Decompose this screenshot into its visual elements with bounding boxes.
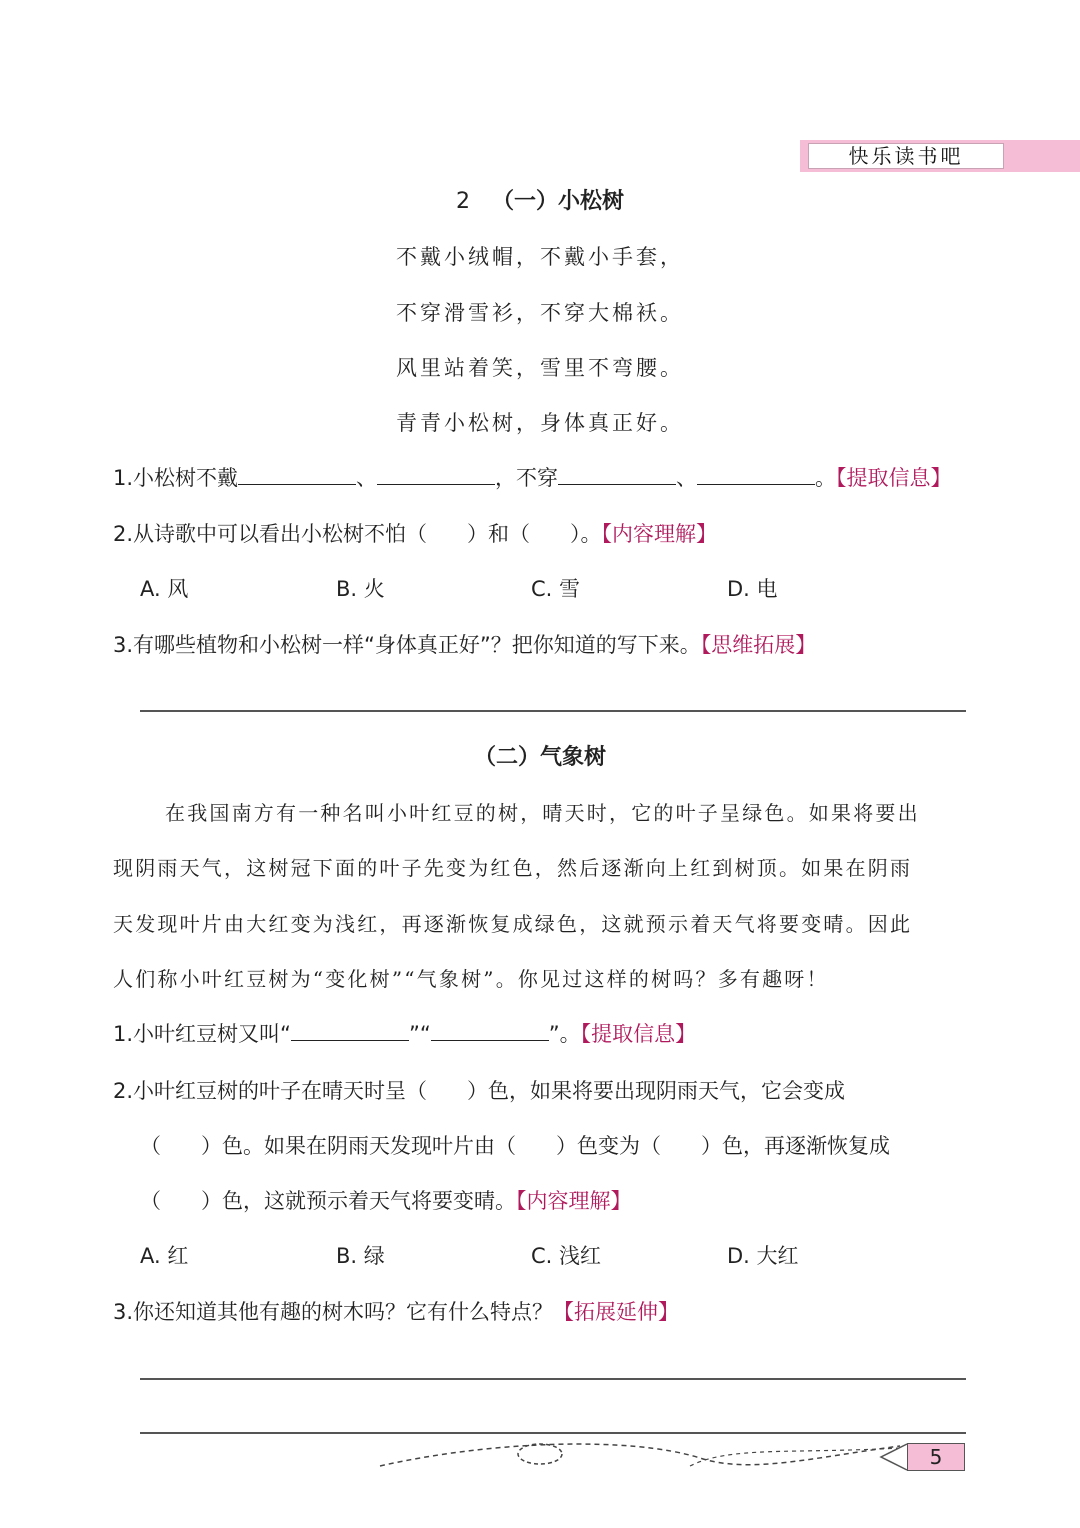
separator: 、: [356, 466, 378, 490]
answer-line[interactable]: [140, 1378, 966, 1380]
footer-decoration-icon: [370, 1436, 910, 1486]
s2-question-2-line2: [140, 1130, 890, 1160]
s1-question-1: [113, 462, 952, 492]
question-text: 小松树不戴: [133, 466, 239, 490]
question-text: （: [140, 1189, 161, 1213]
question-text: 从诗歌中可以看出小松树不怕（: [133, 522, 428, 546]
section1-title: [0, 184, 1080, 215]
s1-question-3: [113, 629, 816, 659]
question-text: 你还知道其他有趣的树木吗？它有什么特点？: [133, 1300, 554, 1324]
answer-blank[interactable]: [238, 466, 356, 485]
answer-blank[interactable]: [431, 1022, 549, 1041]
question-tag: 【提取信息】: [580, 1022, 697, 1046]
question-text: 有哪些植物和小松树一样“身体真正好”？把你知道的写下来。: [133, 633, 701, 657]
option-c[interactable]: C. 浅红: [531, 1244, 602, 1268]
question-text: 小叶红豆树又叫“: [133, 1022, 291, 1046]
question-number: 2.: [113, 1079, 134, 1103]
question-tag: 【思维拓展】: [700, 633, 817, 657]
answer-line[interactable]: [140, 710, 966, 712]
question-text: ）色，再逐渐恢复成: [701, 1134, 890, 1158]
header-tab-label: 快乐读书吧: [808, 143, 1004, 169]
question-number: 3.: [113, 633, 134, 657]
poem-line: 不穿滑雪衫，不穿大棉袄。: [396, 301, 684, 325]
paragraph-line: 在我国南方有一种名叫小叶红豆的树，晴天时，它的叶子呈绿色。如果将要出: [165, 801, 920, 825]
page-tab-arrow-icon: [878, 1443, 908, 1471]
question-text: ，不穿: [495, 466, 559, 490]
answer-line[interactable]: [140, 1432, 966, 1434]
s2-question-1: [113, 1018, 696, 1048]
poem-line: 青青小松树，身体真正好。: [396, 411, 684, 435]
poem-line: 风里站着笑，雪里不弯腰。: [396, 356, 684, 380]
page-number: 5: [907, 1443, 965, 1471]
poem-line: 不戴小绒帽，不戴小手套，: [396, 245, 684, 269]
question-text: 小叶红豆树的叶子在晴天时呈（: [133, 1079, 428, 1103]
s2-question-3: [113, 1296, 679, 1326]
question-tag: 【内容理解】: [516, 1189, 632, 1213]
question-tag: 【内容理解】: [601, 522, 718, 546]
option-d[interactable]: D. 大红: [727, 1244, 799, 1268]
question-text: ”。: [548, 1022, 581, 1046]
option-b[interactable]: B. 火: [336, 577, 385, 601]
question-number: 1.: [113, 466, 134, 490]
s2-question-2-line1: [113, 1075, 845, 1105]
answer-blank[interactable]: [697, 466, 815, 485]
s1-question-2: [113, 518, 717, 548]
option-a[interactable]: A. 红: [140, 1244, 189, 1268]
paragraph-line: 天发现叶片由大红变为浅红，再逐渐恢复成绿色，这就预示着天气将要变晴。因此: [113, 912, 913, 936]
paragraph-line: 现阴雨天气，这树冠下面的叶子先变为红色，然后逐渐向上红到树顶。如果在阴雨: [113, 856, 913, 880]
option-a[interactable]: A. 风: [140, 577, 189, 601]
option-c[interactable]: C. 雪: [531, 577, 581, 601]
answer-blank[interactable]: [558, 466, 676, 485]
section1-title-text: （一）小松树: [491, 189, 624, 214]
question-number: 2.: [113, 522, 134, 546]
question-text: ）色，如果将要出现阴雨天气，它会变成: [467, 1079, 846, 1103]
question-text: ）色。如果在阴雨天发现叶片由（: [201, 1134, 516, 1158]
paragraph-line: 人们称小叶红豆树为“变化树”“气象树”。你见过这样的树吗？多有趣呀！: [113, 967, 829, 991]
question-tag: 【拓展延伸】: [553, 1300, 680, 1324]
answer-blank[interactable]: [291, 1022, 409, 1041]
question-number: 3.: [113, 1300, 134, 1324]
question-tag: 【提取信息】: [836, 466, 952, 490]
punctuation: 。: [815, 466, 837, 490]
option-d[interactable]: D. 电: [727, 577, 778, 601]
question-text: ）。: [570, 522, 602, 546]
option-b[interactable]: B. 绿: [336, 1244, 385, 1268]
question-text: ）和（: [467, 522, 531, 546]
s2-question-2-line3: [140, 1185, 632, 1215]
question-text: （: [140, 1134, 161, 1158]
section2-title: （二）气象树: [473, 745, 606, 770]
section1-number: 2: [455, 189, 470, 214]
question-text: ）色，这就预示着天气将要变晴。: [201, 1189, 516, 1213]
question-text: ）色变为（: [556, 1134, 661, 1158]
answer-blank[interactable]: [377, 466, 495, 485]
separator: 、: [676, 466, 698, 490]
question-text: ”“: [408, 1022, 431, 1046]
question-number: 1.: [113, 1022, 134, 1046]
